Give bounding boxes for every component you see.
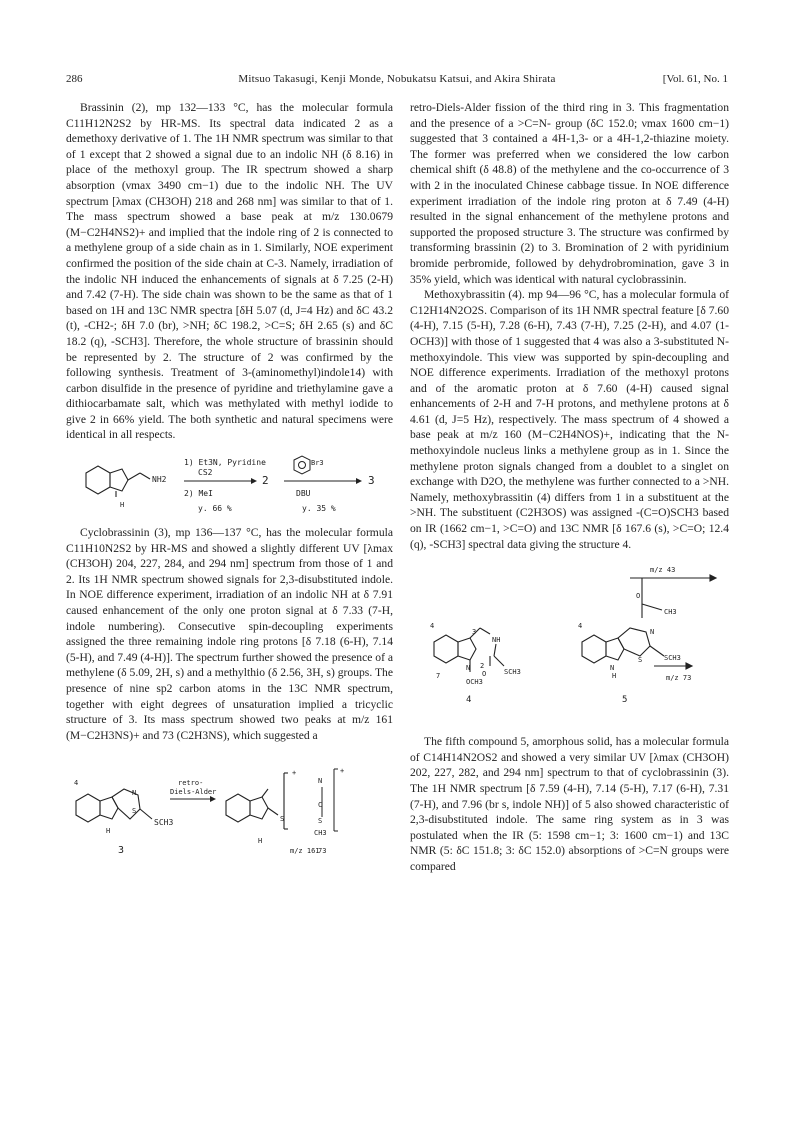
running-head-authors: Mitsuo Takasugi, Kenji Monde, Nobukatsu Katsui, and Akira Shirata bbox=[238, 73, 556, 85]
svg-text:S: S bbox=[280, 815, 285, 824]
svg-text:C: C bbox=[318, 801, 323, 810]
yield-66: y. 66 % bbox=[198, 504, 232, 514]
svg-text:N: N bbox=[132, 789, 137, 798]
page-number: 286 bbox=[66, 73, 83, 85]
paragraph-fifth-compound: The fifth compound 5, amorphous solid, has a molecular formula of C14H14N2OS2 and showed a very similar UV [λmax (CH3OH) 202, 227, 282, and 294 nm] spectrum to that of cyclobrassinin (3). The 1H NMR spectrum [δ 7.59 (4-H), 7.14 (5-H), 7.17 (6-H), 7.31 (7-H), and 7.96 (br s, indole NH)] of 5 also showed characteristic of 2,3-disubstituted indole. The same ring system as in 3 was postulated when the IR (5: 1598 cm−1; 3: 1600 cm−1) and 13C NMR (5: δC 151.8; 3: δC 152.0) absorptions of >C=N groups were compared bbox=[410, 735, 729, 873]
s5-position-4: 4 bbox=[578, 622, 583, 631]
s5-ring-n: N bbox=[650, 628, 655, 637]
retro-diels-alder-scheme bbox=[66, 761, 393, 857]
paragraph-retro-diels-alder: retro-Diels-Alder fission of the third ring in 3. This fragmentation and the presence of a >C=N- group (δC 152.0; νmax 1600 cm−1) suggested that 3 contained a 4H-1,3- or a 4H-1,2-thiazine moiety. The former was preferred when we considered the low carbon chemical shift (δ 48.8) of the methylene and the co-occurrence of 3 with 2 in the inoculated Chinese cabbage tissue. In NOE difference experiment irradiation of the indole ring proton at δ 7.49 (4-H) resulted in the signal enhancement of the methylene protons and supported the proposed structure 3. The structure was confirmed by transforming brassinin (2) to 3. Bromination of 2 with pyridinium bromide perbromide, followed by dehydrobromination, gave 3 in 35% yield, which was identical with natural cyclobrassinin. bbox=[410, 101, 729, 286]
left-column bbox=[66, 100, 393, 857]
fragment-mz73: 73 bbox=[318, 847, 327, 856]
svg-text:S: S bbox=[132, 807, 137, 816]
volume-info: [Vol. 61, No. 1 bbox=[662, 73, 728, 85]
s4-position-7: 7 bbox=[436, 672, 441, 681]
structures-4-and-5 bbox=[410, 562, 729, 720]
paragraph-methoxybrassitin: Methoxybrassitin (4). mp 94—96 °C, has a molecular formula of C12H14N2O2S. Comparison of its 1H NMR spectral feature [δ 7.60 (4-H), 7.15 (5-H), 7.28 (6-H), 7.43 (7-H), 7.25 (2-H), and 4.07 (1-OCH3)] with those of 1 suggested that 4 was also a 3-substituted N-methoxyindole. This view was supported by spin-decoupling and NOE difference experiments. Irradiation of the methoxyl protons and of the aromatic proton at δ 7.60 (4-H) caused signal enhancements of 2-H and 7-H protons, and methylene protons at δ 4.61 (d, J=5 Hz), respectively. The mass spectrum of 4 showed a base peak at m/z 160 (M−C2H4NOS)+, indicating that the N-methoxyindole nucleus links a methylene group as in 1. Since the methylene proton signals changed from a doublet to a singlet on exchange with D2O, the methylene was further connected to a >NH. Namely, methoxybrassitin (4) differs from 1 in a substituent at the >NH. The substituent (C2H3OS) was assigned -(C=O)SCH3 based on IR (1662 cm−1, >C=O) and 13C NMR [δ 167.6 (s), >C=O; 12.4 (q), -SCH3] spectral data giving the structure 4. bbox=[410, 288, 729, 551]
compound-5-label: 5 bbox=[622, 695, 628, 706]
s5-indole-n: N bbox=[610, 664, 615, 673]
s4-position-4: 4 bbox=[430, 622, 435, 631]
s5-fragment-mz73: m/z 73 bbox=[666, 674, 692, 683]
fragment-mz161: m/z 161 bbox=[290, 847, 320, 856]
svg-text:H: H bbox=[120, 501, 125, 510]
retro-label: retro- bbox=[178, 779, 204, 788]
s4-nh: NH bbox=[492, 636, 501, 645]
svg-text:H: H bbox=[258, 837, 263, 846]
ch3-label: CH3 bbox=[314, 829, 327, 838]
s5-carbonyl-o: O bbox=[636, 592, 641, 601]
svg-text:+: + bbox=[340, 767, 345, 776]
yield-35: y. 35 % bbox=[302, 504, 336, 514]
s4-carbonyl-o: O bbox=[482, 670, 487, 679]
reagent-step2: 2) MeI bbox=[184, 489, 213, 499]
reagent-dbu: DBU bbox=[296, 489, 311, 499]
product-3-label: 3 bbox=[368, 474, 375, 488]
product-2-label: 2 bbox=[262, 474, 269, 488]
reagent-cs2: CS2 bbox=[198, 468, 213, 478]
structures-drawing bbox=[410, 562, 729, 720]
s5-indole-h: H bbox=[612, 672, 617, 681]
paragraph-cyclobrassinin: Cyclobrassinin (3), mp 136—137 °C, has the molecular formula C11H10N2S2 by HR-MS and showed a slightly different UV [λmax (CH3OH) 204, 227, 284, and 294 nm] spectrum from those of 1 and 2. Its 1H NMR spectrum showed signals for 2,3-disubstituted indole. In NOE difference experiment, irradiation of an indolic NH at δ 7.91 caused enhancement of the only one proton signal at δ 7.33 (7-H, indole numbering). Consecutive spin-decoupling experiments assigned the three remaining indole ring protons [δ 7.18 (6-H), 7.14 (5-H), and 7.49 (4-H)]. The spectrum further showed the presence of a methylene (δ 5.09, 2H, s) and a methylthio (δ 2.56, 3H, s) groups. The presence of nine sp2 carbon atoms in the 13C NMR spectrum, together with eight degrees of unsaturation implied a tricyclic structure of 3. Its mass spectrum showed two peaks at m/z 161 (M−C2H3NS)+ and 73 (C2H3NS), which suggested a bbox=[66, 526, 393, 742]
s5-ch3: CH3 bbox=[664, 608, 677, 617]
sch3-label: SCH3 bbox=[154, 818, 174, 828]
s4-sch3: SCH3 bbox=[504, 668, 521, 677]
reagent-step1: 1) Et3N, Pyridine bbox=[184, 458, 266, 468]
s4-och3: OCH3 bbox=[466, 678, 483, 687]
position-4: 4 bbox=[74, 779, 79, 788]
plus-sign: + bbox=[292, 769, 297, 778]
s4-position-3: 3 bbox=[472, 628, 477, 637]
compound-3-label: 3 bbox=[118, 845, 125, 857]
synthesis-scheme-brassinin bbox=[66, 451, 393, 519]
nh2-label: NH2 bbox=[152, 475, 167, 485]
s5-ring-s: S bbox=[638, 656, 643, 665]
retro-diels-alder-drawing bbox=[66, 761, 393, 857]
page-header bbox=[66, 73, 728, 89]
synthesis-scheme-drawing bbox=[66, 451, 393, 519]
s4-n1: N bbox=[466, 664, 471, 673]
perbromide-label: Br3 bbox=[311, 459, 324, 468]
svg-text:S: S bbox=[318, 817, 323, 826]
paragraph-brassinin: Brassinin (2), mp 132—133 °C, has the molecular formula C11H12N2S2 by HR-MS. Its spectral data indicated 2 as a demethoxy derivative of 1. The 1H NMR spectrum was similar to that of 1 except that 2 showed a signal due to an indolic NH (δ 8.16) in place of the methoxyl group. The IR spectrum showed a sharp absorption (νmax 3490 cm−1) due to the indolic NH. The UV spectrum [λmax (CH3OH) 218 and 268 nm] was similar to that of 1. The mass spectrum showed a base peak at m/z 130.0679 (M−C2H4NS2)+ and implied that the indole ring of 2 is connected to a methylene group of a side chain as in 1. Similarly, NOE experiment confirmed the position of the side chain at C-3. Namely, irradiation of the indolic NH induced the enhancements of signals at δ 7.25 (2-H) and 7.42 (7-H). The side chain was shown to be the same as that of 1 based on 1H and 13C NMR spectra [δH 5.07 (d, J=4 Hz) and δC 43.2 (t), -CH2-; δH 7.0 (br), >NH; δC 198.2, >C=S; δH 2.65 (s) and δC 18.2 (q), -SCH3]. Therefore, the whole structure of brassinin should be represented by 2. The structure of 2 was confirmed by the following synthesis. Treatment of 3-(aminomethyl)indole14) with carbon disulfide in the presence of pyridine and triethylamine gave a dithiocarbamate salt, which was methylated with methyl iodide to give 2 in 66% yield. The both synthetic and natural specimens were identical in all respects. bbox=[66, 101, 393, 442]
s4-position-2: 2 bbox=[480, 662, 485, 671]
svg-text:H: H bbox=[106, 827, 111, 836]
compound-4-label: 4 bbox=[466, 695, 472, 706]
svg-text:N: N bbox=[318, 777, 323, 786]
s5-sch3: SCH3 bbox=[664, 654, 681, 663]
right-column bbox=[410, 100, 729, 875]
s5-fragment-mz43: m/z 43 bbox=[650, 566, 676, 575]
diels-alder-label: Diels-Alder bbox=[170, 788, 217, 797]
